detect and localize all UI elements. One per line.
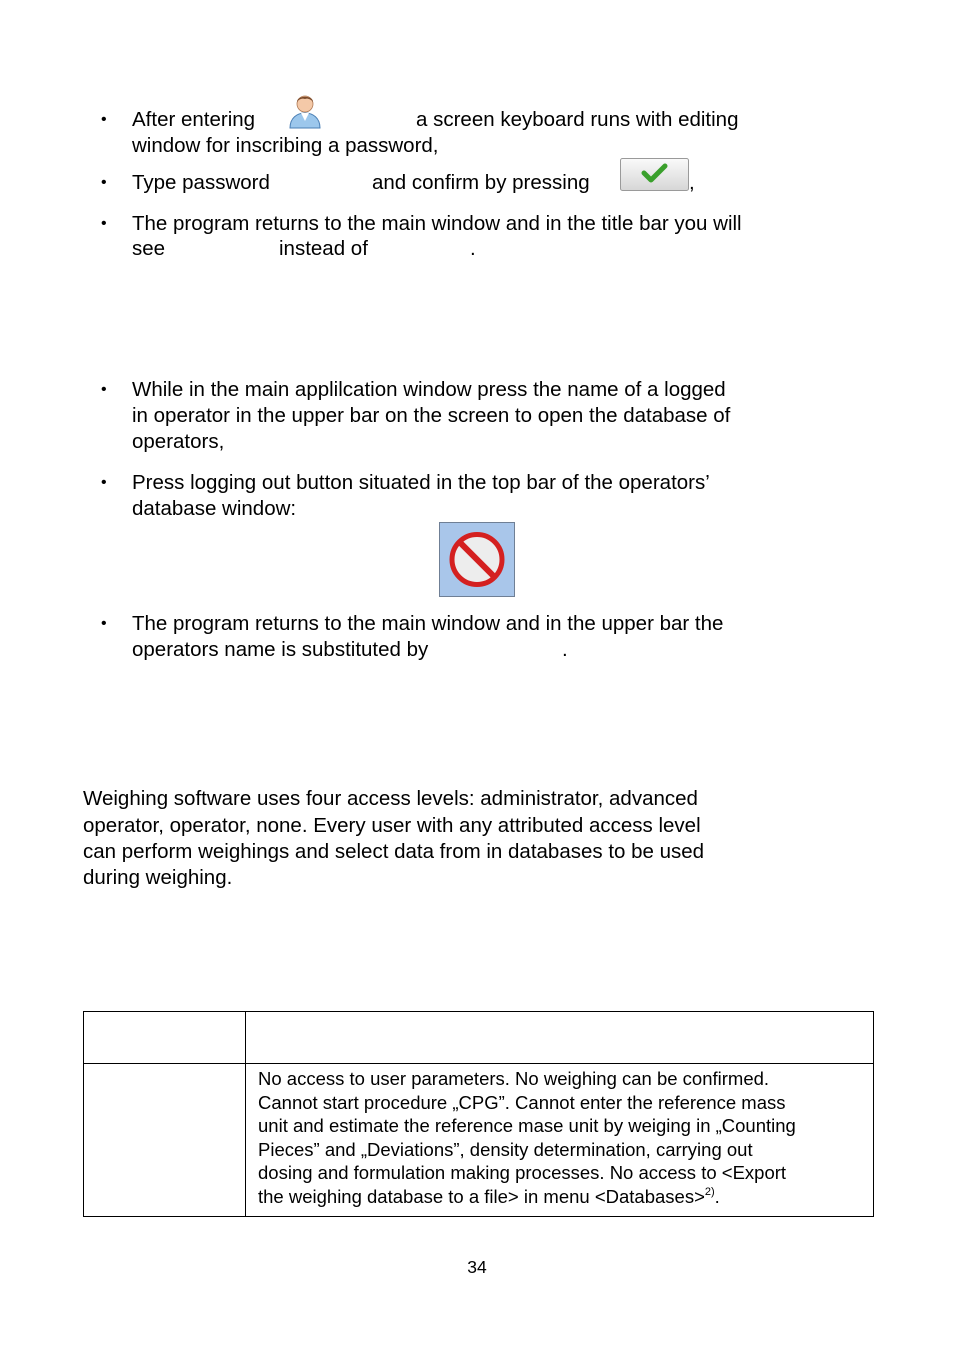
table-row bbox=[84, 1064, 874, 1217]
bullet-dot: • bbox=[101, 615, 107, 632]
description-last-text: the weighing database to a file> in menu <Databases> bbox=[258, 1185, 705, 1207]
logout-step-2-line-2: database window: bbox=[132, 497, 297, 520]
table-header-cell bbox=[246, 1012, 874, 1064]
bullet-dot: • bbox=[101, 381, 107, 398]
logout-step-1-line-1: While in the main applilcation window press the name of a logged bbox=[132, 378, 726, 401]
table-cell-description bbox=[246, 1064, 874, 1217]
logout-step-3-text-b: . bbox=[562, 638, 568, 661]
footnote-marker: 2) bbox=[704, 1185, 715, 1198]
bullet-dot: • bbox=[101, 174, 107, 191]
login-step-2-text-c: , bbox=[689, 171, 695, 194]
description-line bbox=[258, 1185, 873, 1209]
access-paragraph-line-4: during weighing. bbox=[83, 866, 233, 889]
login-step-2-text-b: and confirm by pressing bbox=[372, 171, 590, 194]
login-step-3-text-c: instead of bbox=[279, 237, 368, 260]
checkmark-icon bbox=[620, 158, 689, 191]
bullet-dot: • bbox=[101, 215, 107, 232]
table-header-row bbox=[84, 1012, 874, 1064]
logout-step-3-text-a: operators name is substituted by bbox=[132, 638, 429, 661]
login-step-3-text-d: . bbox=[470, 237, 476, 260]
description-line: unit and estimate the reference mase unit by weiging in „Counting bbox=[258, 1115, 796, 1136]
operator-icon bbox=[287, 91, 323, 129]
description-line: dosing and formulation making processes. No access to <Export bbox=[258, 1162, 787, 1183]
page-number: 34 bbox=[467, 1257, 487, 1277]
table-header-cell bbox=[84, 1012, 246, 1064]
login-step-3-text-a: The program returns to the main window and in the title bar you will bbox=[132, 212, 742, 235]
logout-step-3-line-1: The program returns to the main window and in the upper bar the bbox=[132, 612, 724, 635]
access-paragraph-line-3: can perform weighings and select data from in databases to be used bbox=[83, 840, 705, 863]
login-step-3-text-b: see bbox=[132, 237, 166, 260]
logout-step-1-line-3: operators, bbox=[132, 430, 225, 453]
description-line: Pieces” and „Deviations”, density determination, carrying out bbox=[258, 1138, 753, 1160]
login-step-1-text-c: window for inscribing a password, bbox=[132, 134, 439, 157]
login-step-1-text-a: After entering bbox=[132, 108, 256, 131]
description-end: . bbox=[714, 1185, 720, 1207]
bullet-dot: • bbox=[101, 111, 107, 128]
access-paragraph-line-1: Weighing software uses four access levels: administrator, advanced bbox=[83, 787, 698, 810]
bullet-dot: • bbox=[101, 474, 107, 491]
access-levels-table bbox=[83, 1011, 874, 1217]
table-cell-level bbox=[84, 1064, 246, 1217]
login-step-1-text-b: a screen keyboard runs with editing bbox=[416, 108, 739, 131]
description-line: Cannot start procedure „CPG”. Cannot enter the reference mass bbox=[258, 1091, 786, 1113]
login-step-2-text-a: Type password bbox=[132, 171, 270, 194]
logout-step-1-line-2: in operator in the upper bar on the screen to open the database of bbox=[132, 404, 731, 427]
description-line: No access to user parameters. No weighing can be confirmed. bbox=[258, 1068, 770, 1089]
access-paragraph-line-2: operator, operator, none. Every user with any attributed access level bbox=[83, 814, 701, 837]
logout-step-2-line-1: Press logging out button situated in the top bar of the operators’ bbox=[132, 471, 710, 494]
logout-prohibited-icon bbox=[439, 522, 515, 597]
